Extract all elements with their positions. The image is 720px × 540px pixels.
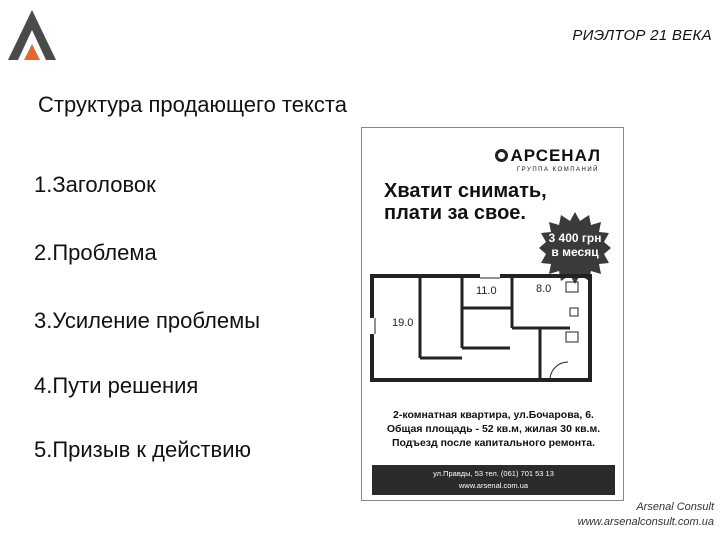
ad-brand-subtitle: ГРУППА КОМПАНИЙ [516, 167, 599, 173]
footer-url: www.arsenalconsult.com.ua [577, 516, 714, 528]
ad-headline-line-1: Хватит снимать, [384, 180, 547, 202]
ad-contact-line-1: ул.Правды, 53 тел. (061) 701 53 13 [433, 469, 554, 478]
slide-title: Структура продающего текста [38, 92, 347, 117]
ad-desc-line-2: Общая площадь - 52 кв.м, жилая 30 кв.м. [386, 423, 601, 435]
ad-contact-bar [372, 465, 615, 495]
footer-company: Arsenal Consult [636, 501, 714, 513]
list-item-3: 3.Усиление проблемы [34, 308, 261, 333]
ad-desc-line-1: 2-комнатная квартира, ул.Бочарова, 6. [393, 409, 594, 421]
footer [578, 500, 714, 530]
list-item-1: 1.Заголовок [34, 172, 156, 197]
price-badge-amount: 3 400 грн [548, 231, 602, 245]
list-item-4: 4.Пути решения [34, 373, 199, 398]
ad-description [372, 408, 615, 450]
ad-brand [495, 146, 602, 166]
ad-brand-name: АРСЕНАЛ [510, 146, 601, 165]
plan-room-2-label: 11.0 [476, 285, 497, 297]
header-title: РИЭЛТОР 21 ВЕКА [572, 27, 712, 44]
brand-mark-icon [495, 149, 508, 162]
ad-contact-line-2: www.arsenal.com.ua [458, 481, 529, 490]
triangle-logo-icon [4, 8, 60, 64]
plan-room-1-label: 19.0 [392, 317, 414, 329]
plan-room-3-label: 8.0 [536, 283, 552, 295]
floor-plan [370, 268, 600, 388]
list-item-2: 2.Проблема [34, 240, 157, 265]
price-badge-period: в месяц [551, 245, 599, 259]
ad-desc-line-3: Подъезд после капитального ремонта. [391, 437, 596, 449]
list-item-5: 5.Призыв к действию [34, 437, 252, 462]
price-badge-text [539, 231, 611, 259]
ad-headline-line-2: плати за свое. [384, 202, 526, 224]
real-estate-ad-image [361, 127, 624, 501]
